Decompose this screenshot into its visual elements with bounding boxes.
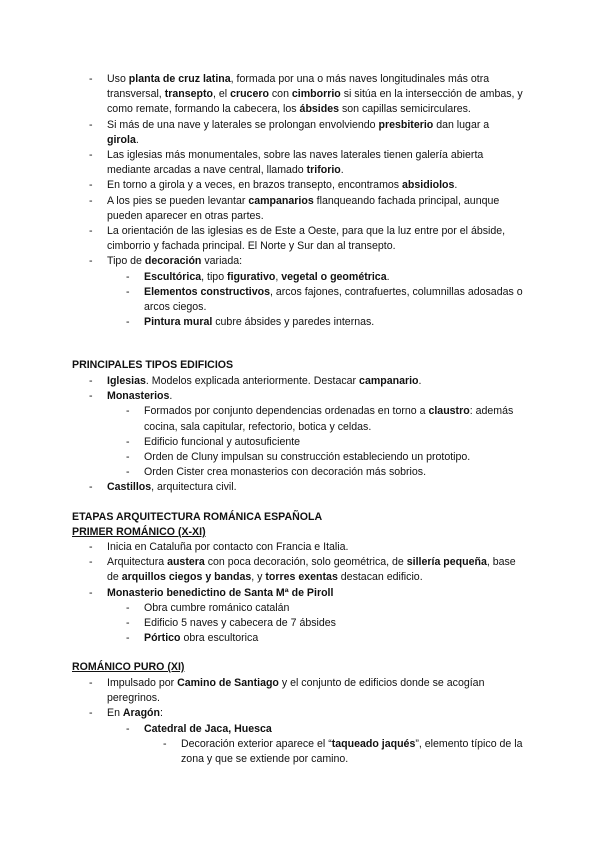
list-item xyxy=(0,631,526,646)
text: Decoración exterior aparece el “ xyxy=(181,737,332,750)
bold-text: Aragón xyxy=(122,707,160,720)
bullet-dash: - xyxy=(89,375,93,387)
bullet-dash: - xyxy=(126,270,130,283)
bold-text: triforio xyxy=(306,164,341,177)
text: , formada por una o más naves longitudinales más otra transversal, xyxy=(107,73,490,101)
bullet-dash: - xyxy=(89,194,93,207)
list-item xyxy=(0,480,523,495)
bullet-dash: - xyxy=(89,73,93,85)
bullet-dash: - xyxy=(89,225,93,238)
bullet-dash: - xyxy=(126,632,130,645)
section-intro xyxy=(0,72,600,330)
bullet-dash: - xyxy=(126,617,130,630)
list-item xyxy=(0,194,523,224)
text: flanqueando fachada principal, aunque pueden aparecer en otras partes. xyxy=(107,194,500,222)
text: y el conjunto de edificios donde se acogían peregrinos. xyxy=(107,677,485,705)
text: Las iglesias más monumentales, sobre las naves laterales tienen galería abierta mediante arcadas a nave central, llamado xyxy=(107,149,484,177)
romanico-puro-list xyxy=(0,676,600,767)
list-item xyxy=(0,270,526,285)
text: Formados por conjunto dependencias ordenadas en torno a xyxy=(144,405,429,418)
bullet-dash: - xyxy=(126,316,130,329)
list-item xyxy=(0,118,523,148)
list-item xyxy=(0,72,523,118)
bold-text: Castillos xyxy=(107,481,152,494)
bold-text: girola xyxy=(107,133,136,146)
bold-text: torres exentas xyxy=(265,571,338,584)
text: dan lugar a xyxy=(433,118,490,131)
text: . xyxy=(135,133,139,146)
text: Si más de una nave y laterales se prolongan envolviendo xyxy=(107,118,379,131)
section-tipos xyxy=(0,374,600,496)
bold-text: austera xyxy=(167,556,205,569)
list-item xyxy=(0,254,523,269)
bold-text: absidiolos xyxy=(402,179,455,192)
bold-text: figurativo xyxy=(227,270,276,283)
bold-text: Pintura mural xyxy=(144,316,213,329)
bullet-dash: - xyxy=(126,451,130,464)
text: , tipo xyxy=(201,270,228,283)
text: con xyxy=(268,88,292,101)
text: . xyxy=(340,164,344,177)
text: si sitúa en la intersección de ambas, y como remate, formando la cabecera, los xyxy=(107,88,523,116)
bold-text: Elementos constructivos xyxy=(144,285,270,298)
text: En xyxy=(107,707,123,720)
bullet-dash: - xyxy=(89,255,93,268)
bullet-dash: - xyxy=(89,556,93,569)
bold-text: campanario xyxy=(359,375,419,387)
text: son capillas semicirculares. xyxy=(339,103,471,116)
text: Edificio 5 naves y cabecera de 7 ábsides xyxy=(144,617,336,630)
text: destacan edificio. xyxy=(337,571,423,584)
list-item xyxy=(0,601,526,616)
text: . Modelos explicada anteriormente. Destacar xyxy=(145,375,360,387)
list-item xyxy=(0,722,526,737)
bold-text: Camino de Santiago xyxy=(177,677,279,689)
list-item xyxy=(0,676,523,706)
bold-text: arquillos ciegos y bandas xyxy=(121,571,252,584)
list-item xyxy=(0,586,523,601)
text: . xyxy=(454,179,458,192)
bold-text: Iglesias xyxy=(107,375,146,387)
list-item xyxy=(0,178,523,193)
list-item xyxy=(0,465,526,480)
text: ”, elemento típico de la zona y que se extiende por camino. xyxy=(181,737,523,766)
bold-text: decoración xyxy=(144,255,202,268)
bold-text: cimborrio xyxy=(291,88,341,101)
list-item xyxy=(0,540,523,555)
bold-text: ábsides xyxy=(299,103,339,116)
text: En torno a girola y a veces, en brazos transepto, encontramos xyxy=(107,179,403,192)
subheading-romanico-puro: ROMÁNICO PURO (XI) xyxy=(72,661,185,673)
list-item xyxy=(0,616,526,631)
bold-text: presbiterio xyxy=(378,118,434,131)
text: obra escultorica xyxy=(180,632,259,645)
intro-list xyxy=(0,72,600,330)
list-item xyxy=(0,224,523,254)
text: : xyxy=(159,707,163,720)
text: Tipo de xyxy=(107,255,145,268)
bullet-dash: - xyxy=(89,118,93,131)
bold-text: vegetal o geométrica xyxy=(281,270,387,283)
list-item xyxy=(0,555,523,585)
text: , el xyxy=(212,88,231,101)
text: La orientación de las iglesias es de Este a Oeste, para que la luz entre por el ábside, cimborrio y fachada principal. El Norte y Sur dan al transepto. xyxy=(107,225,506,253)
list-item xyxy=(0,285,526,315)
list-item xyxy=(0,148,523,178)
heading-etapas: ETAPAS ARQUITECTURA ROMÁNICA ESPAÑOLA xyxy=(72,511,323,523)
primer-romanico-list xyxy=(0,540,600,646)
bullet-dash: - xyxy=(89,541,93,553)
bold-text: taqueado jaqués xyxy=(331,737,416,750)
bullet-dash: - xyxy=(126,405,130,418)
tipos-list xyxy=(0,374,600,496)
list-item xyxy=(0,374,523,389)
list-item xyxy=(0,706,523,721)
text: con poca decoración, solo geométrica, de xyxy=(204,556,407,569)
text: variada: xyxy=(201,255,243,268)
bold-text: crucero xyxy=(230,88,269,101)
list-item xyxy=(0,737,527,767)
bold-text: Escultórica xyxy=(144,270,202,283)
bullet-dash: - xyxy=(89,481,93,494)
bullet-dash: - xyxy=(126,435,130,448)
bold-text: Monasterios xyxy=(107,390,170,403)
bullet-dash: - xyxy=(126,285,130,298)
text: Obra cumbre románico catalán xyxy=(144,601,290,614)
bold-text: campanarios xyxy=(248,194,314,207)
bold-text: Catedral de Jaca, Huesca xyxy=(144,722,272,735)
list-item xyxy=(0,450,526,465)
bullet-dash: - xyxy=(89,390,93,403)
text: Uso xyxy=(107,73,129,85)
text: , xyxy=(275,270,282,283)
bold-text: planta de cruz latina xyxy=(128,73,231,85)
list-item xyxy=(0,435,526,450)
subheading-primer-romanico: PRIMER ROMÁNICO (X-XI) xyxy=(72,526,206,538)
text: Orden Cister crea monasterios con decoración más sobrios. xyxy=(144,466,427,479)
bold-text: claustro xyxy=(428,405,470,418)
bullet-dash: - xyxy=(89,179,93,192)
text: cubre ábsides y paredes internas. xyxy=(212,316,375,329)
bullet-dash: - xyxy=(126,466,130,479)
bullet-dash: - xyxy=(126,722,130,735)
bold-text: sillería pequeña xyxy=(406,556,487,569)
text: Arquitectura xyxy=(107,556,168,569)
text: . xyxy=(169,390,173,403)
section-primer-romanico xyxy=(0,540,600,646)
bullet-dash: - xyxy=(89,707,93,720)
bold-text: Monasterio benedictino de Santa Mª de Piroll xyxy=(107,586,334,599)
text: , arcos fajones, contrafuertes, columnillas adosadas o arcos ciegos. xyxy=(144,285,523,314)
bullet-dash: - xyxy=(89,149,93,162)
list-item xyxy=(0,315,526,330)
text: Impulsado por xyxy=(107,677,178,689)
text: Orden de Cluny impulsan su construcción estableciendo un prototipo. xyxy=(144,451,471,464)
bullet-dash: - xyxy=(89,586,93,599)
heading-principales-tipos: PRINCIPALES TIPOS EDIFICIOS xyxy=(72,359,234,371)
bold-text: transepto xyxy=(164,88,213,101)
section-romanico-puro xyxy=(0,676,600,767)
text: A los pies se pueden levantar xyxy=(107,194,249,207)
bullet-dash: - xyxy=(89,677,93,689)
text: : además cocina, sala capitular, refectorio, botica y celdas. xyxy=(144,405,514,433)
text: Edificio funcional y autosuficiente xyxy=(144,435,301,448)
text: . xyxy=(386,270,390,283)
text: , base de xyxy=(107,556,516,584)
bold-text: Pórtico xyxy=(144,632,181,645)
text: Inicia en Cataluña por contacto con Francia e Italia. xyxy=(107,541,349,553)
bullet-dash: - xyxy=(126,601,130,614)
text: . xyxy=(418,375,422,387)
text: , arquitectura civil. xyxy=(151,481,237,494)
text: , y xyxy=(251,571,266,584)
list-item xyxy=(0,389,523,404)
list-item xyxy=(0,404,526,434)
bullet-dash: - xyxy=(163,737,167,750)
